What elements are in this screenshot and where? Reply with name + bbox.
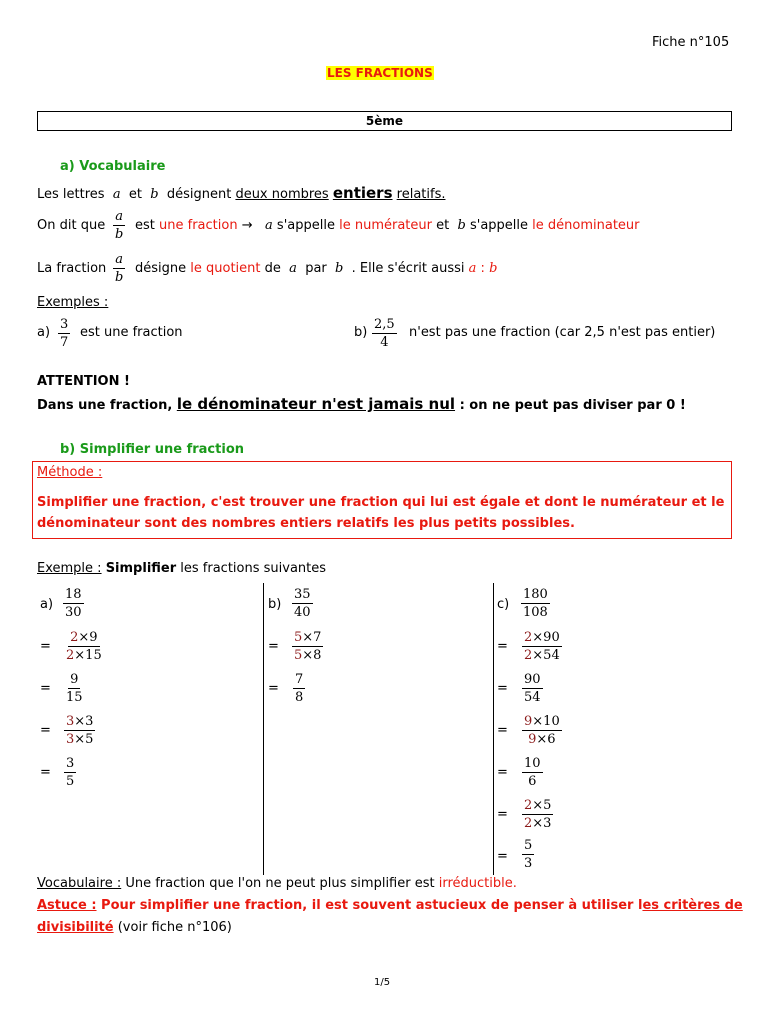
col-a-step-3: $\frac{3\times 3}{3\times 5}$ [66,714,94,747]
equals-sign: = [40,765,51,780]
method-text-1: Simplifier une fraction, c'est trouver une fraction qui lui est égale et dont le numérateur et le [37,495,725,510]
col-a-step-1: $\frac{2\times 9}{2\times 15}$ [66,630,102,663]
equals-sign: = [497,807,508,822]
vocab-line-2-left: On dit que [37,218,106,233]
col-c-step-3: $\frac{9\times 10}{9\times 6}$ [524,714,560,747]
example-a-label: a) [37,325,51,340]
col-a-step-2: $\frac{9}{15}$ [66,672,83,705]
col-c-step-1: $\frac{2\times 90}{2\times 54}$ [524,630,560,663]
rule-line: Dans une fraction, le dénominateur n'est jamais nul : on ne peut pas diviser par 0 ! [37,395,686,413]
fraction-2-5-4: $\frac{2,5}{4}$ [374,317,395,350]
col-c-step-5: $\frac{2\times 5}{2\times 3}$ [524,798,552,831]
col-c-step-4: $\frac{10}{6}$ [524,756,541,789]
col-b-step-1: $\frac{5\times 7}{5\times 8}$ [294,630,322,663]
astuce-line-2: divisibilité (voir fiche n°106) [37,920,232,935]
equals-sign: = [497,765,508,780]
col-b-label: b) [268,597,282,612]
example-b-text: n'est pas une fraction (car 2,5 n'est pas entier) [409,325,716,340]
page-number: 1/5 [374,977,391,988]
equals-sign: = [497,639,508,654]
col-c-step-6: $\frac{5}{3}$ [524,838,533,871]
example-b-label: b) [354,325,368,340]
astuce-line-1: Astuce : Pour simplifier une fraction, il est souvent astucieux de penser à utiliser les critères de [37,898,743,913]
equals-sign: = [268,681,279,696]
sheet-number: Fiche n°105 [652,35,730,50]
fraction-3-7: $\frac{3}{7}$ [60,317,69,350]
fraction-a-over-b: $\frac{a}{b}$ [115,209,124,242]
example-a-text: est une fraction [80,325,183,340]
equals-sign: = [40,639,51,654]
examples-label: Exemples : [37,295,109,310]
column-divider-1 [263,583,264,875]
vocab-line-2-right: est une fraction → a s'appelle le numérateur et b s'appelle le dénominateur [135,218,640,233]
column-divider-2 [493,583,494,875]
exercise-instruction: Exemple : Simplifier les fractions suivantes [37,561,327,576]
vocab-line-1: Les lettres a et b désignent deux nombres entiers relatifs. [37,184,446,202]
method-text-2: dénominateur sont des nombres entiers relatifs les plus petits possibles. [37,516,575,531]
equals-sign: = [497,681,508,696]
level-box: 5ème [37,111,732,131]
col-b-fraction: $\frac{35}{40}$ [294,587,311,620]
col-c-label: c) [497,597,510,612]
equals-sign: = [497,849,508,864]
col-a-label: a) [40,597,54,612]
vocab-line-3-left: La fraction [37,261,107,276]
attention-label: ATTENTION ! [37,374,130,389]
col-a-step-4: $\frac{3}{5}$ [66,756,75,789]
col-b-step-2: $\frac{7}{8}$ [295,672,304,705]
section-b-heading: b) Simplifier une fraction [60,442,244,457]
page-title: LES FRACTIONS [327,66,433,80]
equals-sign: = [40,723,51,738]
vocab-irreducible: Vocabulaire : Une fraction que l'on ne peut plus simplifier est irréductible. [37,876,517,891]
col-c-fraction: $\frac{180}{108}$ [523,587,548,620]
equals-sign: = [268,639,279,654]
section-a-heading: a) Vocabulaire [60,159,166,174]
equals-sign: = [40,681,51,696]
col-c-step-2: $\frac{90}{54}$ [524,672,541,705]
method-label: Méthode : [37,465,103,480]
fraction-a-over-b-2: $\frac{a}{b}$ [115,252,124,285]
vocab-line-3-right: désigne le quotient de a par b . Elle s'écrit aussi a : b [135,261,498,276]
equals-sign: = [497,723,508,738]
col-a-fraction: $\frac{18}{30}$ [65,587,82,620]
